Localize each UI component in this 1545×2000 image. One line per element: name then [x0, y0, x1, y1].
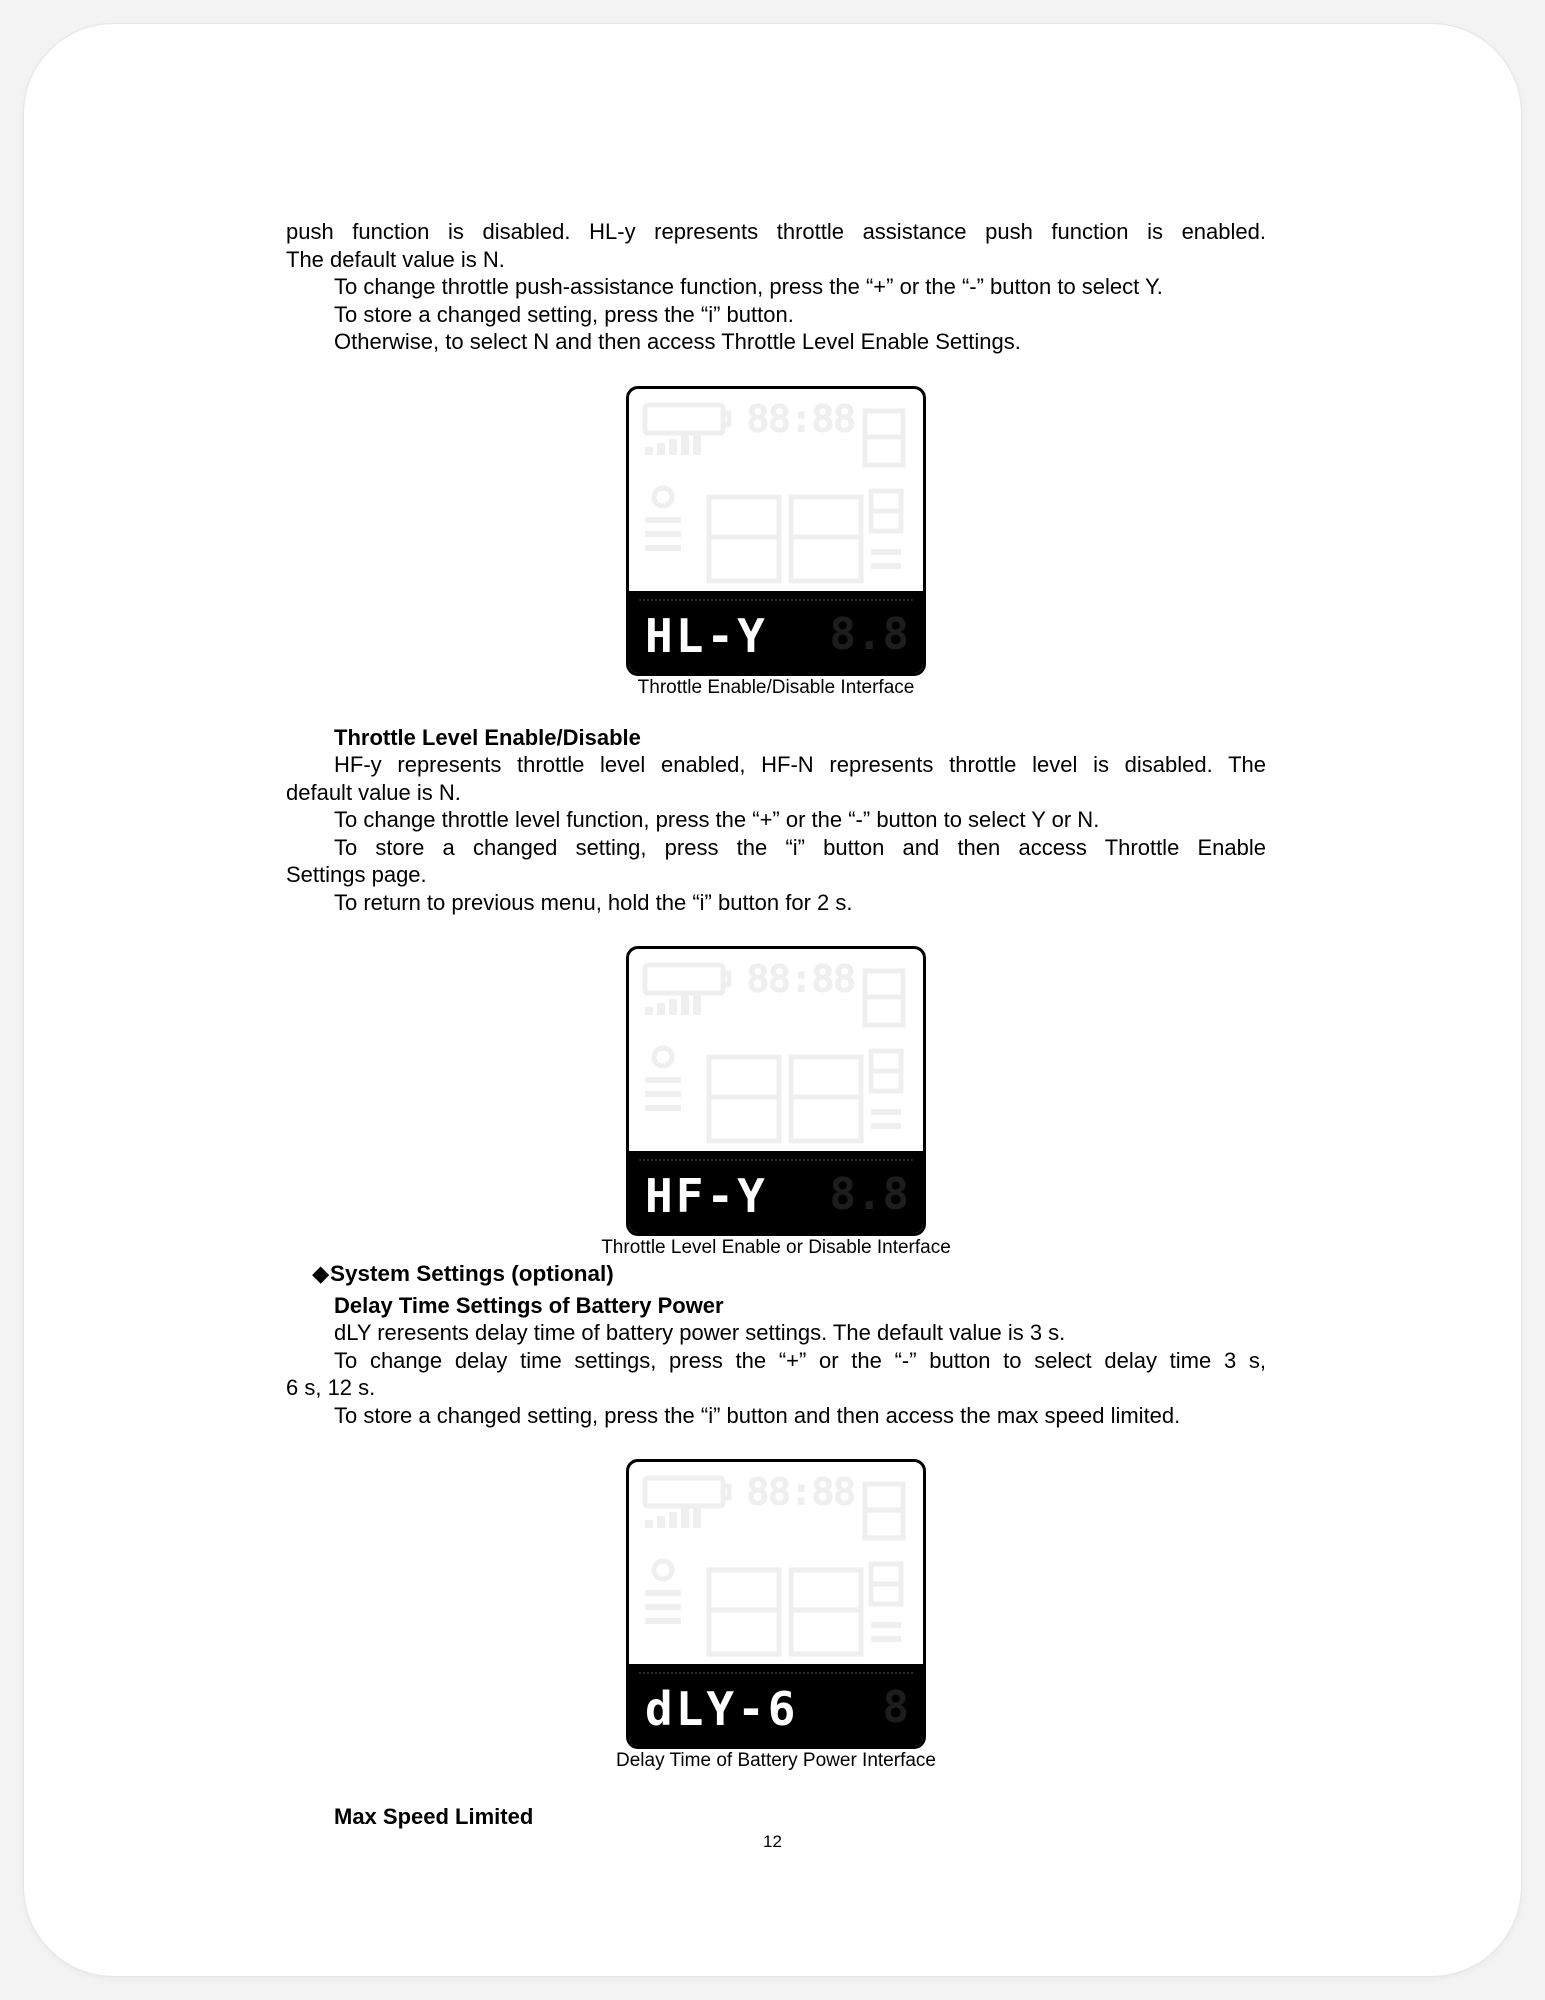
figure-caption: Throttle Level Enable or Disable Interface: [601, 1237, 951, 1258]
intro-line-2: The default value is N.: [286, 246, 505, 272]
intro-line-4: To store a changed setting, press the “i” button.: [334, 301, 794, 327]
figure-caption: Throttle Enable/Disable Interface: [637, 676, 915, 698]
page-content: [286, 218, 1266, 1831]
system-p2-line2: 6 s, 12 s.: [286, 1375, 376, 1400]
throttle-level-p2: To change throttle level function, press the “+” or the “-” button to select Y or N.: [334, 807, 1100, 832]
lcd-display: [626, 386, 926, 676]
section-heading-max-speed: Max Speed Limited: [334, 1804, 534, 1829]
section-heading-system: [286, 1260, 1266, 1288]
throttle-level-p3-line1: To store a changed setting, press the “i” button and then access Throttle Enable: [334, 834, 1266, 860]
system-p1: dLY reresents delay time of battery power settings. The default value is 3 s.: [334, 1320, 1066, 1345]
intro-line-1: push function is disabled. HL-y represents throttle assistance push function is enabled.: [286, 219, 1266, 244]
throttle-level-p1-line2: default value is N.: [286, 779, 461, 805]
figure-throttle-enable: [286, 386, 1266, 700]
figure-delay-time: [286, 1459, 1266, 1773]
lcd-readout: dLY-6: [645, 1682, 799, 1736]
diamond-bullet-icon: ◆: [312, 1261, 330, 1286]
figure-caption: Delay Time of Battery Power Interface: [616, 1750, 936, 1771]
lcd-display: [626, 946, 926, 1236]
section-heading-throttle-level: Throttle Level Enable/Disable: [334, 724, 641, 750]
intro-line-5: Otherwise, to select N and then access Throttle Level Enable Settings.: [334, 329, 1021, 354]
page-number: 12: [763, 1832, 782, 1851]
throttle-level-p1-line1: HF-y represents throttle level enabled, HF-N represents throttle level is disabled. The: [334, 752, 1266, 777]
svg-text:88:88: 88:88: [747, 959, 856, 1000]
intro-line-3: To change throttle push-assistance function, press the “+” or the “-” button to select Y.: [334, 274, 1163, 299]
lcd-ghost-digits: 8.8: [829, 1169, 909, 1220]
sub-heading-delay-time: Delay Time Settings of Battery Power: [334, 1292, 724, 1318]
lcd-readout: HL-Y: [645, 608, 768, 663]
system-heading-text: System Settings (optional): [330, 1261, 614, 1286]
svg-text:88:88: 88:88: [747, 1472, 856, 1513]
system-p3: To store a changed setting, press the “i” button and then access the max speed limited.: [334, 1402, 1181, 1428]
figure-throttle-level: [286, 946, 1266, 1260]
lcd-ghost-digits: 8: [882, 1682, 909, 1733]
lcd-ghost-digits: 8.8: [829, 608, 909, 660]
throttle-level-p3-line2: Settings page.: [286, 862, 427, 887]
svg-text:88:88: 88:88: [747, 398, 856, 440]
lcd-readout: HF-Y: [645, 1169, 768, 1223]
throttle-level-p4: To return to previous menu, hold the “i” button for 2 s.: [334, 889, 853, 915]
lcd-display: [626, 1459, 926, 1749]
system-p2-line1: To change delay time settings, press the “+” or the “-” button to select delay time 3 s,: [334, 1347, 1266, 1373]
